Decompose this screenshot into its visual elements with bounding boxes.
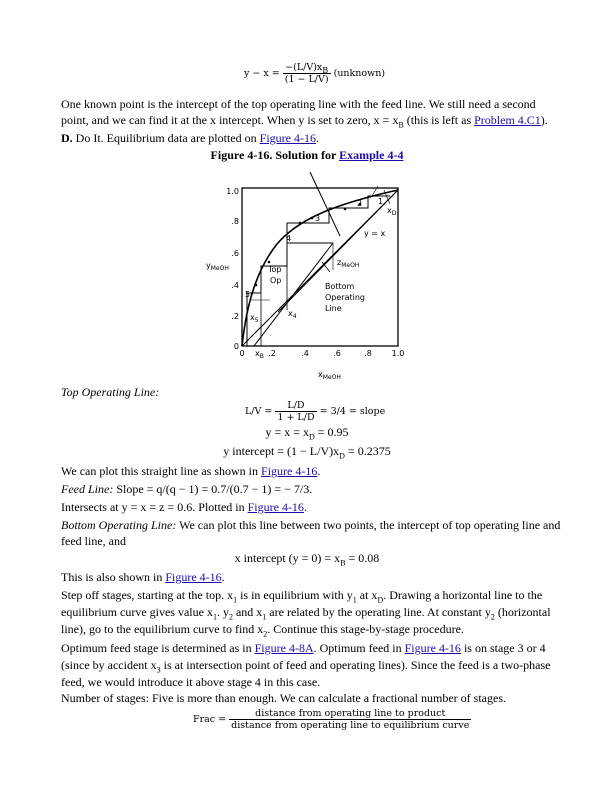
- paragraph-plot-line: We can plot this straight line as shown in Figure 4-16.: [61, 464, 321, 478]
- link-example-4-4[interactable]: Example 4-4: [339, 148, 404, 162]
- paragraph-optimum-feed: Optimum feed stage is determined as in Figure 4-8A. Optimum feed in Figure 4-16 is on stage 3 or 4 (since by accident $x_3$ is at intersection point of feed and operating lines). Since the feed is a two-phase feed, we would introduce it above stage 4 in this case.: [61, 641, 551, 689]
- stage-label: 3: [315, 214, 321, 223]
- stage-label: 5: [245, 290, 251, 299]
- xtick: .6: [333, 349, 341, 358]
- link-figure-4-16[interactable]: Figure 4-16: [404, 641, 461, 655]
- stage-label: 4: [286, 234, 292, 243]
- y-axis-label: $y_{MeOH}$: [206, 261, 229, 272]
- x-axis-label: $x_{MeOH}$: [318, 370, 341, 381]
- x5-label: $x_5$: [250, 313, 259, 324]
- mccabe-thiele-plot: [200, 170, 420, 385]
- top-op-label-2: Op: [270, 276, 282, 285]
- xtick: 0: [239, 349, 245, 358]
- x4-label: $x_4$: [288, 309, 297, 320]
- bottom-op-label-2: Operating: [325, 293, 365, 302]
- feed-line: [310, 172, 340, 236]
- link-figure-4-16[interactable]: Figure 4-16: [261, 464, 318, 478]
- xd-label: $x_D$: [387, 206, 397, 217]
- figure-title: Figure 4-16. Solution for Example 4-4: [210, 148, 404, 162]
- paragraph-feed-line: Feed Line: Slope = q/(q − 1) = 0.7/(0.7 − 1) = − 7/3.: [61, 482, 313, 496]
- y-equals-x-label: y = x: [364, 229, 386, 238]
- paragraph-bottom-line: Bottom Operating Line: We can plot this line between two points, the intercept of top operating line and feed line, and: [61, 518, 561, 548]
- ytick: .8: [231, 217, 239, 226]
- equation-y-xd: $y = x = x_D = 0.95$: [265, 425, 349, 442]
- paragraph-known-point: One known point is the intercept of the top operating line with the feed line. We still need a second point, and we can find it at the x intercept. When y is set to zero, $x = x_B$ (this is left as Problem 4.C1).: [61, 97, 548, 130]
- link-figure-4-16[interactable]: Figure 4-16: [247, 500, 304, 514]
- paragraph-intersects: Intersects at y = x = z = 0.6. Plotted in Figure 4-16.: [61, 500, 307, 514]
- link-figure-4-16[interactable]: Figure 4-16: [259, 131, 316, 145]
- bottom-operating-line: [254, 243, 333, 346]
- paragraph-also-shown: This is also shown in Figure 4-16.: [61, 570, 225, 584]
- top-op-label-1: Top: [268, 265, 282, 274]
- bottom-op-label-3: Line: [325, 304, 342, 313]
- equation-top-fraction: $\frac{-(L/V)x_B}{(1 - L/V)}$: [284, 62, 329, 85]
- paragraph-do-it: D. Do It. Equilibrium data are plotted on Figure 4-16.: [61, 131, 319, 145]
- paragraph-number-of-stages: Number of stages: Five is more than enough. We can calculate a fractional number of stages.: [61, 691, 506, 705]
- equation-lv: L/V = $\frac{L/D}{1 + L/D}$ = 3/4 = slope: [245, 400, 386, 423]
- paragraph-step-off: Step off stages, starting at the top. $x_1$ is in equilibrium with $y_1$ at $x_D$. Drawing a horizontal line to the equilibrium curve gives value $x_1$. $y_2$ and $x_1$ are related by the operating line. At constant $y_2$ (horizontal line), go to the equilibrium curve to find $x_2$. Continue this stage-by-stage procedure.: [61, 588, 551, 639]
- ytick: 1.0: [226, 187, 239, 196]
- equation-top: y − x = $\frac{-(L/V)x_B}{(1 - L/V)}$ (unknown): [244, 62, 386, 85]
- feed-z-label: $z_{MeOH}$: [337, 258, 360, 269]
- link-problem-4c1[interactable]: Problem 4.C1: [474, 113, 541, 127]
- heading-top-operating-line: Top Operating Line:: [61, 385, 160, 399]
- equation-y-intercept: y intercept = $(1 - L/V)x_D = 0.2375$: [223, 444, 391, 461]
- xb-label: $x_B$: [255, 349, 264, 360]
- xtick: .2: [268, 349, 276, 358]
- xtick: 1.0: [391, 349, 405, 358]
- stage-label: 2: [357, 199, 363, 208]
- equation-x-intercept: x intercept $(y = 0) = x_B = 0.08$: [234, 551, 380, 568]
- ytick: .6: [231, 249, 239, 258]
- ytick: 0: [233, 342, 239, 351]
- ytick: .2: [231, 312, 239, 321]
- link-figure-4-16[interactable]: Figure 4-16: [165, 570, 222, 584]
- link-figure-4-8a[interactable]: Figure 4-8A: [254, 641, 314, 655]
- bottom-op-label-1: Bottom: [325, 282, 355, 291]
- xtick: .8: [364, 349, 372, 358]
- equation-fraction: Frac = $\frac{\text{distance from operating line to product}}{\text{distance from operating line to equilibrium curve}}$: [193, 708, 470, 731]
- xtick: .4: [301, 349, 309, 358]
- ytick: .4: [231, 281, 239, 290]
- stage-label: 1: [378, 197, 384, 206]
